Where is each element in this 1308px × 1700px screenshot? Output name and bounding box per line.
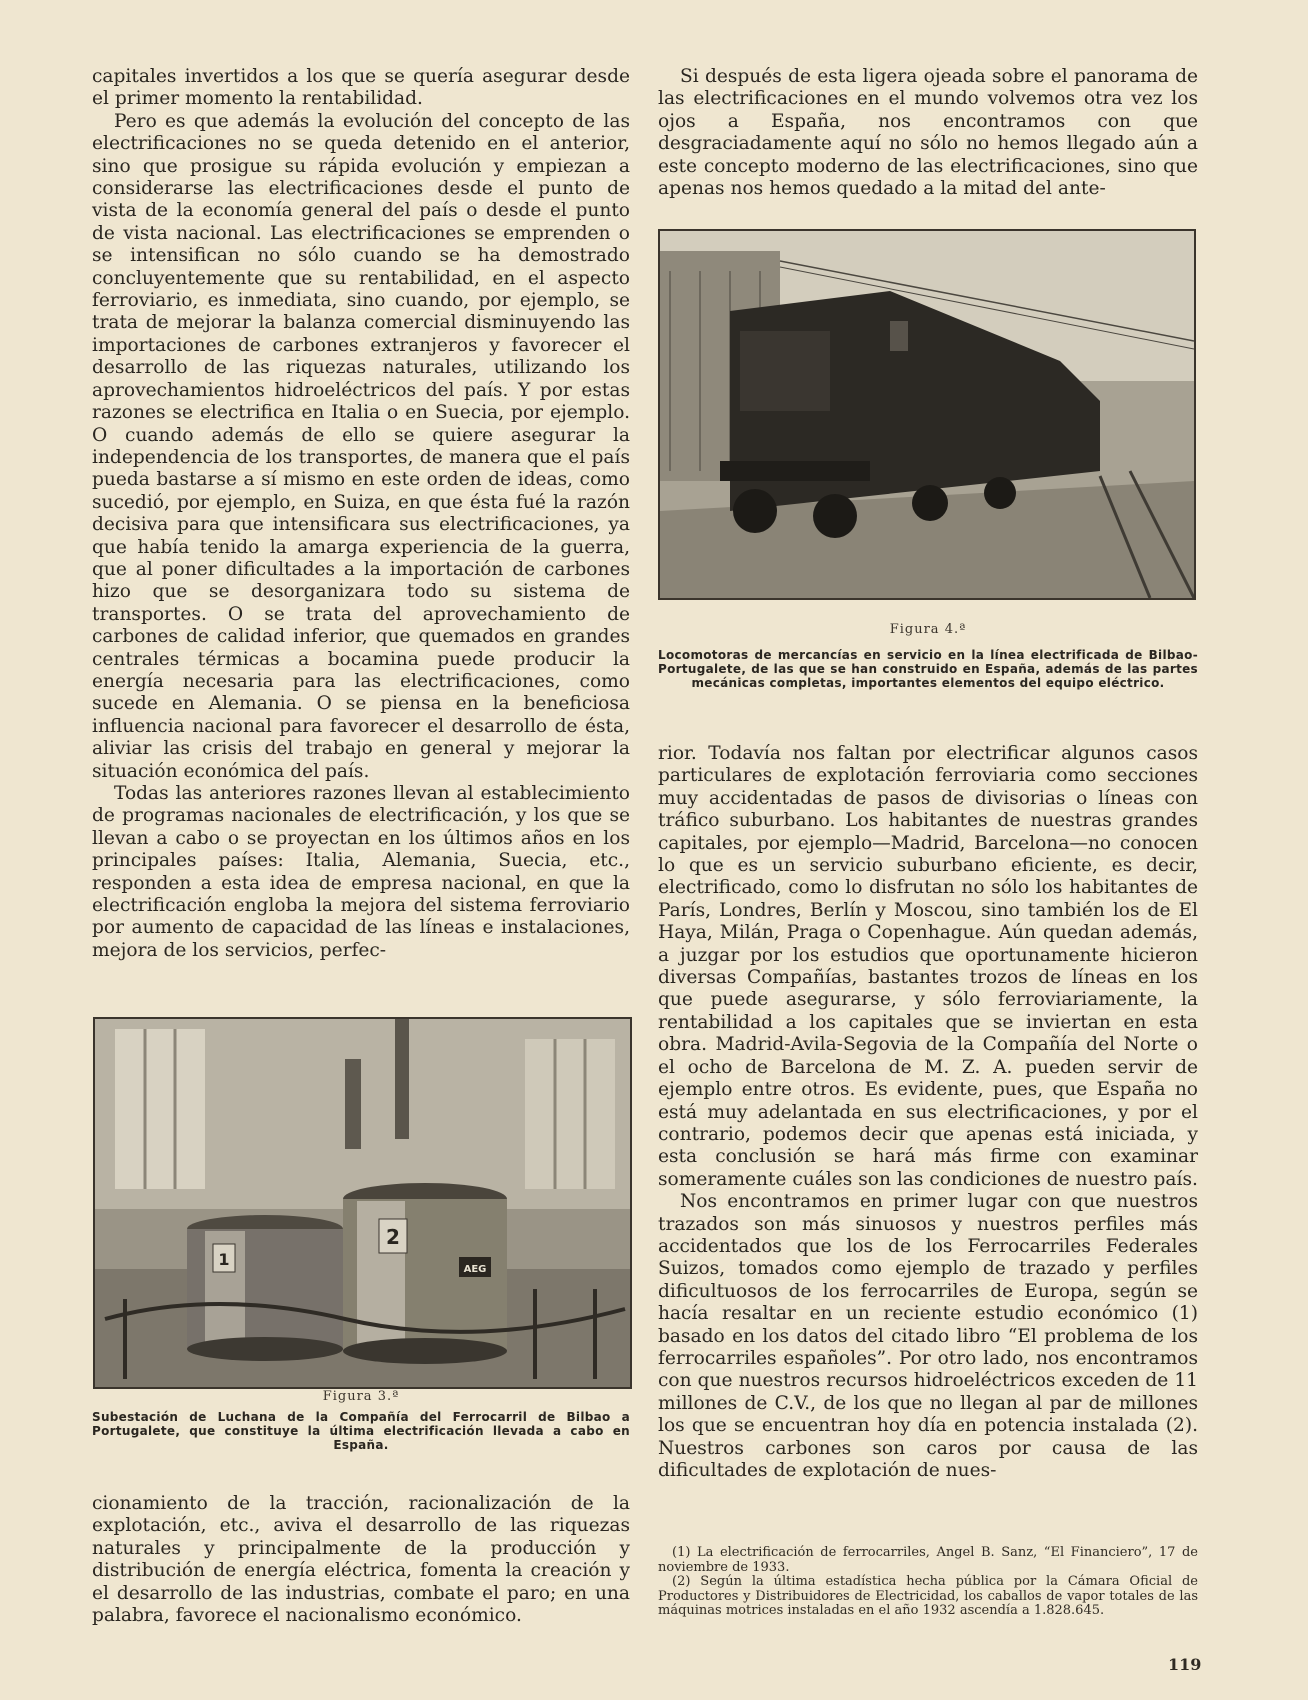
paragraph: Nos encontramos en primer lugar con que nuestros trazados son más sinuosos y nuestros perfiles más accidentados que los de los Ferrocarriles Federales Suizos, tomados como ejemplo de trazado y perfiles dificultuosos de los ferrocarriles de Europa, según se hacía resaltar en un reciente estudio económico (1) basado en los datos del citado libro “El problema de los ferrocarriles españoles”. Por otro lado, nos encontramos con que nuestros recursos hidroeléctricos exceden de 11 millones de C.V., de los que no llegan al par de millones los que se encuentran hoy día en potencia instalada (2). Nuestros carbones son caros por causa de las dificultades de explotación de nues- (658, 1191, 1198, 1481)
figure-4-caption: Locomotoras de mercancías en servicio en la línea electrificada de Bilbao-Portugalete, de las que se han construido en España, además de las partes mecánicas completas, importantes elementos del equipo eléctrico. (658, 648, 1198, 690)
figure-4-photo (658, 229, 1196, 600)
substation-illustration (95, 1019, 630, 1387)
paragraph: rior. Todavía nos faltan por electrificar algunos casos particulares de explotación ferroviaria como secciones muy accidentadas de pasos de divisorias o líneas con tráfico suburbano. Los habitantes de nuestras grandes capitales, por ejemplo—Madrid, Barcelona—no conocen lo que es un servicio suburbano eficiente, es decir, electrificado, como lo disfrutan no sólo los habitantes de París, Londres, Berlín y Moscou, sino también los de El Haya, Milán, Praga o Copenhague. Aún quedan además, a juzgar por los estudios que oportunamente hicieron diversas Compañías, bastantes trozos de líneas en los que puede asegurarse, y sólo ferroviariamente, la rentabilidad a los capitales que se inviertan en esta obra. Madrid-Avila-Segovia de la Compañía del Norte o el ocho de Barcelona de M. Z. A. pueden servir de ejemplo entre otros. Es evidente, pues, que España no está muy adelantada en sus electrificaciones, y por el contrario, podemos decir que apenas está iniciada, y esta conclusión se hará más firme con examinar someramente cuáles son las condiciones de nuestro país. (658, 743, 1198, 1190)
locomotive-illustration (660, 231, 1194, 598)
footnote: (2) Según la última estadística hecha pública por la Cámara Oficial de Productores y Distribuidores de Electricidad, los caballos de vapor totales de las máquinas motrices instaladas en el año 1932 ascendía a 1.828.645. (658, 1574, 1198, 1618)
paragraph: capitales invertidos a los que se quería asegurar desde el primer momento la rentabilidad. (92, 66, 630, 110)
right-column-top (658, 66, 1198, 200)
paragraph: cionamiento de la tracción, racionalización de la explotación, etc., aviva el desarrollo de las riquezas naturales y principalmente de la producción y distribución de energía eléctrica, fomenta la creación y el desarrollo de las industrias, combate el paro; en una palabra, favorece el nacionalismo económico. (92, 1493, 630, 1627)
paragraph: Si después de esta ligera ojeada sobre el panorama de las electrificaciones en el mundo volvemos otra vez los ojos a España, nos encontramos con que desgraciadamente aquí no sólo no hemos llegado aún a este concepto moderno de las electrificaciones, sino que apenas nos hemos quedado a la mitad del ante- (658, 66, 1198, 200)
page-number: 119 (1168, 1655, 1202, 1674)
right-column-bottom (658, 743, 1198, 1482)
figure-3-photo (93, 1017, 632, 1389)
footnotes (658, 1546, 1198, 1619)
tank-mark-2: 2 (386, 1225, 400, 1249)
tank-mark-1: 1 (218, 1250, 230, 1269)
equipment-plate: AEG (463, 1264, 487, 1275)
footnote: (1) La electrificación de ferrocarriles, Angel B. Sanz, “El Financiero”, 17 de noviembre de 1933. (658, 1545, 1198, 1575)
paragraph: Todas las anteriores razones llevan al establecimiento de programas nacionales de electrificación, y los que se llevan a cabo o se proyectan en los últimos años en los principales países: Italia, Alemania, Suecia, etc., responden a esta idea de empresa nacional, en que la electrificación engloba la mejora del sistema ferroviario por aumento de capacidad de las líneas e instalaciones, mejora de los servicios, perfec- (92, 783, 630, 961)
left-column-top (92, 66, 630, 962)
figure-3-caption: Subestación de Luchana de la Compañía del Ferrocarril de Bilbao a Portugalete, que constituye la última electrificación llevada a cabo en España. (92, 1410, 630, 1452)
figure-3-label: Figura 3.ª (322, 1389, 400, 1404)
left-column-bottom (92, 1493, 630, 1627)
paragraph: Pero es que además la evolución del concepto de las electrificaciones no se queda detenido en el anterior, sino que prosigue su rápida evolución y empiezan a considerarse las electrificaciones desde el punto de vista de la economía general del país o desde el punto de vista nacional. Las electrificaciones se emprenden o se intensifican no sólo cuando se ha demostrado concluyentemente que su rentabilidad, en el aspecto ferroviario, es inmediata, sino cuando, por ejemplo, se trata de mejorar la balanza comercial disminuyendo las importaciones de carbones extranjeros y favorecer el desarrollo de las riquezas naturales, utilizando los aprovechamientos hidroeléctricos del país. Y por estas razones se electrifica en Italia o en Suecia, por ejemplo. O cuando además de ello se quiere asegurar la independencia de los transportes, de manera que el país pueda bastarse a sí mismo en este orden de ideas, como sucedió, por ejemplo, en Suiza, en que ésta fué la razón decisiva para que intensificara sus electrificaciones, ya que había tenido la amarga experiencia de la guerra, que al poner dificultades a la importación de carbones hizo que se desorganizara todo su sistema de transportes. O se trata del aprovechamiento de carbones de calidad inferior, que quemados en grandes centrales térmicas a bocamina puede producir la energía necesaria para las electrificaciones, como sucede en Alemania. O se piensa en la beneficiosa influencia nacional para favorecer el desarrollo de ésta, aliviar las crisis del trabajo en general y mejorar la situación económica del país. (92, 110, 630, 782)
figure-4-label: Figura 4.ª (889, 622, 967, 637)
